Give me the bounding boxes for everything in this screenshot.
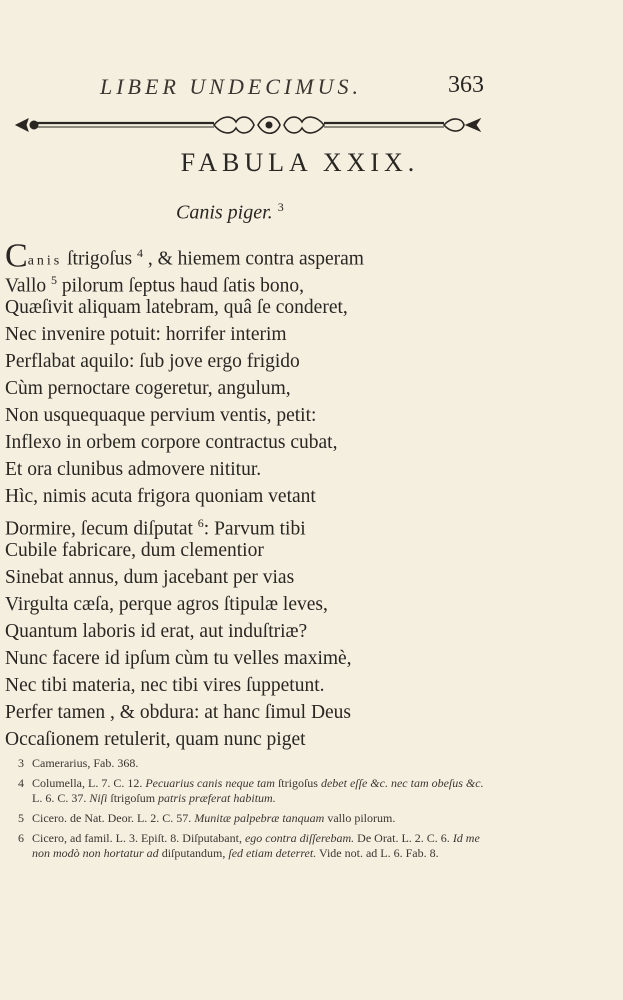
footnote-text: Columella, L. 7. C. 12. (32, 776, 146, 790)
verse-text: Nunc facere id ipſum cùm tu velles maximè, (5, 648, 352, 669)
footnote-quote: Munitæ palpebræ tanquam (194, 811, 325, 825)
verse-text: , & hiemem contra asperam (143, 248, 364, 270)
footnote-quote: debet eſſe &c. nec tam obeſus &c. (320, 776, 484, 790)
verse-line (5, 456, 455, 483)
verse-text: Inflexo in orbem corpore contractus cubat, (5, 432, 338, 453)
verse-text: Vallo (5, 275, 52, 297)
verse-text: Sinebat annus, dum jacebant per vias (5, 567, 295, 588)
footnote-text: L. 6. C. 37. (32, 791, 90, 805)
verse-line (5, 699, 455, 726)
verse-text: ſtrigoſus (62, 248, 138, 270)
verse-line (5, 267, 455, 297)
verse-text: Perflabat aquilo: ſub jove ergo frigido (5, 351, 300, 372)
verse-text: Dormire, ſecum diſputat (5, 518, 198, 540)
verse-line (5, 483, 455, 510)
verse-text: : Parvum tibi (203, 518, 306, 540)
verse-text: Perfer tamen , & obdura: at hanc ſimul Deus (5, 702, 352, 723)
verse-text: Virgulta cæſa, perque agros ſtipulæ leves, (5, 594, 328, 615)
verse-line (5, 645, 455, 672)
note-ref: 6 (197, 516, 204, 530)
footnote-text: ſtrigoſus (274, 776, 321, 790)
verse-text: Non usquequaque pervium ventis, petit: (5, 405, 317, 426)
page-number: 363 (448, 72, 484, 98)
verse-line (5, 321, 455, 348)
footnote-quote: patris præferat habitum. (158, 791, 276, 805)
subtitle-note-ref: 3 (277, 200, 284, 214)
verse-text: Hìc, nimis acuta frigora quoniam vetant (5, 486, 316, 507)
footnote-quote: ſed etiam deterret. (228, 846, 317, 860)
footnote-text: De Orat. L. 2. C. 6. (354, 831, 453, 845)
footnotes (18, 756, 488, 866)
drop-cap: C (5, 237, 28, 275)
verse-line (5, 564, 455, 591)
verse-text: Et ora clunibus admovere nititur. (5, 459, 262, 480)
footnote (18, 756, 488, 771)
footnote-quote: Id me non modò non hortatur ad (32, 831, 480, 860)
verse-text: Occaſionem retulerit, quam nunc piget (5, 729, 306, 750)
footnote-quote: Pecuarius canis neque tam (145, 776, 275, 790)
footnote (18, 831, 488, 861)
verse-text: Cùm pernoctare cogeretur, angulum, (5, 378, 291, 399)
footnote-text: Cicero. de Nat. Deor. L. 2. C. 57. (32, 811, 195, 825)
footnote-number: 3 (18, 756, 24, 770)
verse-text: Nec tibi materia, nec tibi vires ſuppetunt. (5, 675, 325, 696)
footnote-number: 5 (18, 811, 24, 825)
verse-text: Cubile fabricare, dum clementior (5, 540, 264, 561)
verse-text: pilorum ſeptus haud ſatis bono, (57, 275, 305, 297)
running-title: LIBER UNDECIMUS. (100, 74, 362, 99)
subtitle-text: Canis piger. (176, 201, 273, 224)
verse-line (5, 618, 455, 645)
footnote-number: 4 (18, 776, 24, 790)
verse-line (5, 726, 455, 753)
verse-line (5, 672, 455, 699)
verse-line (5, 429, 455, 456)
verse-text: Quantum laboris id erat, aut induſtriæ? (5, 621, 308, 642)
verse-line (5, 591, 455, 618)
footnote (18, 776, 488, 806)
verse-text: Quæſivit aliquam latebram, quâ ſe conderet, (5, 297, 348, 318)
verse-line (5, 294, 455, 321)
footnote-text: ſtrigoſum (107, 791, 159, 805)
footnote-text: Vide not. ad L. 6. Fab. 8. (316, 846, 439, 860)
footnote-text: Cicero, ad famil. L. 3. Epiſt. 8. Diſputabant, (32, 831, 245, 845)
fable-subtitle (176, 200, 284, 225)
verse-line (5, 237, 455, 275)
verse-line (5, 510, 455, 540)
footnote-text: Camerarius, Fab. 368. (32, 756, 139, 770)
verse-line (5, 402, 455, 429)
ornamental-rule (14, 110, 484, 140)
footnote-quote: Niſi (89, 791, 108, 805)
note-ref: 5 (51, 273, 58, 287)
verse-line (5, 348, 455, 375)
verse-line (5, 537, 455, 564)
footnote-quote: ego contra diſſerebam. (244, 831, 355, 845)
footnote-text: vallo pilorum. (324, 811, 396, 825)
small-caps-text: anis (27, 253, 63, 269)
footnote-number: 6 (18, 831, 24, 845)
verse-line (5, 375, 455, 402)
note-ref: 4 (137, 246, 144, 260)
footnote-text: diſputandum, (158, 846, 229, 860)
verse-text: Nec invenire potuit: horrifer interim (5, 324, 287, 345)
verse-block (5, 237, 455, 753)
footnote (18, 811, 488, 826)
running-head (100, 74, 600, 104)
fable-title: FABULA XXIX. (180, 148, 420, 177)
